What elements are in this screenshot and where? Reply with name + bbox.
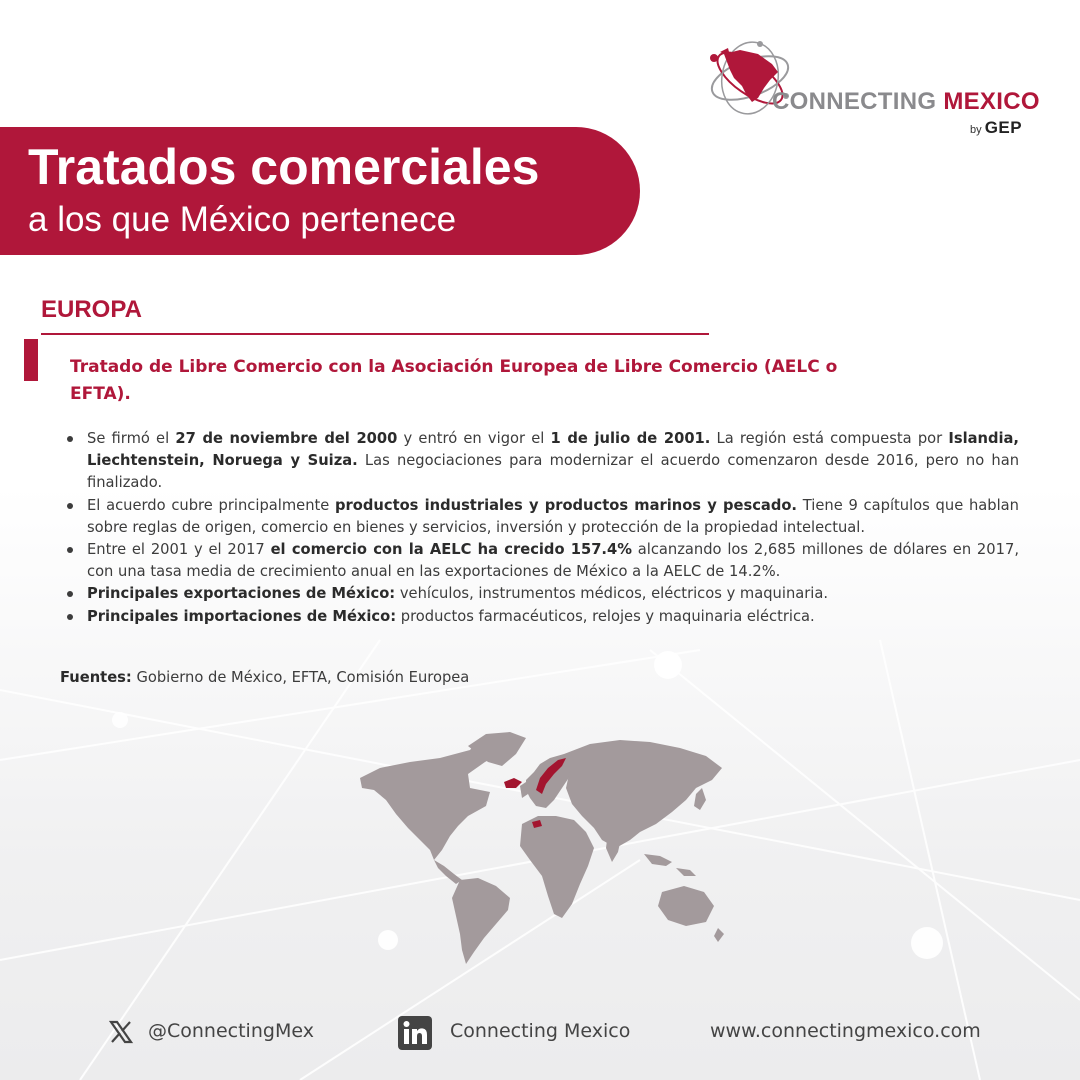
world-map	[350, 728, 730, 968]
linkedin-name[interactable]: Connecting Mexico	[450, 1020, 631, 1042]
region-divider	[41, 333, 709, 335]
linkedin-logo-icon[interactable]	[398, 1016, 432, 1050]
fact-text: y entró en vigor el	[397, 430, 551, 447]
region-heading: EUROPA	[41, 296, 142, 323]
iceland-highlight	[504, 778, 522, 788]
fact-bullet	[87, 606, 1019, 628]
facts-list	[87, 428, 1019, 628]
sources-label: Fuentes:	[60, 669, 132, 686]
twitter-handle[interactable]: @ConnectingMex	[148, 1020, 314, 1042]
fact-text: La región está compuesta por	[710, 430, 949, 447]
fact-text: Se firmó el	[87, 430, 176, 447]
website-link[interactable]: www.connectingmexico.com	[710, 1020, 981, 1042]
sources-line	[60, 669, 469, 686]
page-subtitle: a los que México pertenece	[28, 200, 457, 239]
fact-bullet	[87, 583, 1019, 605]
logo-by-gep	[970, 118, 1022, 138]
fact-text: alcanzando los 2,685 millones de dólares en 2017, con una tasa media de crecimiento anual en las exportaciones de México a la AELC de 14.2%.	[87, 541, 1019, 581]
fact-text: Tiene 9 capítulos que hablan sobre reglas de origen, comercio en bienes y servicios, inversión y protección de la propiedad intelectual.	[87, 496, 1019, 536]
logo-word-mexico: MEXICO	[943, 88, 1040, 115]
logo-gep: GEP	[984, 118, 1023, 137]
fact-text-bold: Principales importaciones de México:	[87, 607, 397, 625]
fact-bullet	[87, 539, 1019, 583]
treaty-heading: Tratado de Libre Comercio con la Asociación Europea de Libre Comercio (AELC o EFTA).	[70, 357, 838, 404]
fact-text: Entre el 2001 y el 2017	[87, 541, 271, 559]
fact-text-bold: Islandia, Liechtenstein, Noruega y Suiza.	[87, 430, 1020, 470]
fact-text-bold: 1 de julio de 2001.	[550, 430, 711, 447]
sources-text: Gobierno de México, EFTA, Comisión Europea	[131, 669, 470, 686]
fact-bullet	[87, 495, 1019, 539]
fact-bullet	[87, 428, 1019, 495]
fact-text: Las negociaciones para modernizar el acuerdo comenzaron desde 2016, pero no han finalizado.	[87, 452, 1019, 492]
logo-word-connecting: CONNECTING	[772, 88, 937, 115]
fact-text: productos farmacéuticos, relojes y maquinaria eléctrica.	[396, 607, 815, 625]
fact-text: vehículos, instrumentos médicos, eléctricos y maquinaria.	[395, 585, 829, 603]
fact-text-bold: productos industriales y productos marinos y pescado.	[335, 496, 798, 514]
fact-text: El acuerdo cubre principalmente	[87, 496, 336, 514]
heading-accent-bar	[24, 339, 38, 381]
fact-text-bold: Principales exportaciones de México:	[87, 585, 396, 603]
world-map-land	[360, 732, 724, 964]
logo-wordmark	[772, 88, 1040, 116]
page-title: Tratados comerciales	[28, 139, 540, 195]
logo-by-label: by	[970, 124, 982, 136]
fact-text-bold: el comercio con la AELC ha crecido 157.4%	[270, 541, 632, 559]
x-logo-icon[interactable]	[108, 1019, 134, 1045]
fact-text-bold: 27 de noviembre del 2000	[175, 430, 398, 447]
